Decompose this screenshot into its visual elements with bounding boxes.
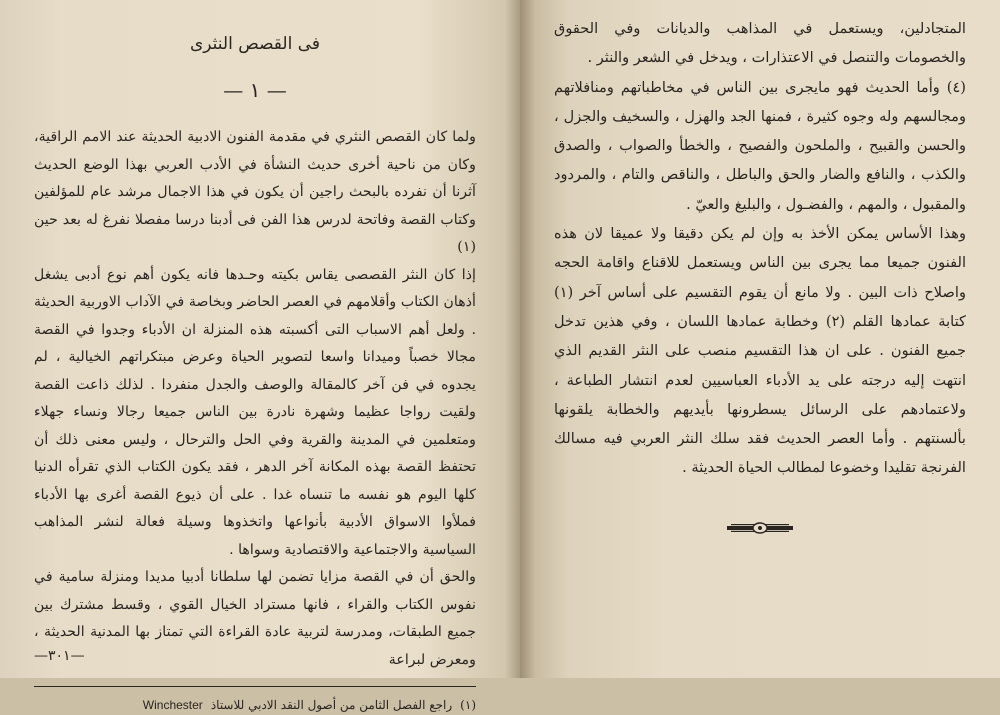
right-paragraph-1: المتجادلين، ويستعمل في المذاهب والديانات وفي الحقوق والخصومات والتنصل في الاعتذارات ، ويدخل في الشعر والنثر . [554, 20, 966, 67]
running-head: فى القصص النثرى [189, 34, 321, 54]
page-number: —٣٠١— [34, 648, 85, 664]
section-number: — ١ — [223, 78, 287, 102]
footnote-mark: (١) [460, 698, 476, 712]
right-paragraph-2: (٤) وأما الحديث فهو مايجرى بين الناس في مخاطباتهم ومنافلاتهم ومجالسهم وله وجوه كثيرة ، فمنها الجد والهزل ، والسخيف والجزل ، والحسن والقبيح ، والملحون والفصيح ، والخطأ والصواب ، والصدق والكذب ، والنافع والضار والحق والباطل ، والناقص والتام ، والمردود والمقبول ، والمهم ، والفضـول ، والبليغ والعيّ . [554, 78, 966, 213]
left-paragraph-3: والحق أن في القصة مزايا تضمن لها سلطانا أدبيا مديدا ومنزلة سامية في نفوس الكتاب والقراء ، فانها مستراد الخيال القوي ، وقسط مشترك بين جميع الطبقات، ومدرسة لتربية عادة القراءة التي تمتاز بها المدنية الحديثة ، ومعرض لبراعة [34, 569, 476, 668]
left-paragraph-1: ولما كان القصص النثري في مقدمة الفنون الادبية الحديثة عند الامم الراقية، وكان من ناحية أخرى حديث النشأة في الأدب العربي بهذا الوضع الحديث آثرنا أن نفرده بالبحث راجين أن يكون في هذا الاجمال مرشد عام للمؤلفين وكتاب القصة وفاتحة لدرس هذا الفن فى أدبنا درسا مفصلا نفرغ له بعد حين (١) [34, 129, 476, 255]
footnote-text: راجع الفصل الثامن من أصول النقد الادبي للاستاذ [210, 698, 453, 712]
footnote-rule [34, 686, 476, 687]
right-page [520, 0, 1000, 678]
left-paragraph-2: إذا كان النثر القصصى يقاس بكيته وحـدها فانه يكون أهم نوع أدبى يشغل أذهان الكتاب وأقلامهم في العصر الحاضر وبخاصة في الآداب الاوربية الحديثة . ولعل أهم الاسباب التى أكسبته هذه المنزلة ان الأدباء وجدوا في القصة مجالا خصباً وميدانا واسعا لتصوير الحياة وعرض مبتكراتهم الخيالية ، لم يجدوه في فن آخر كالمقالة والوصف والجدل منفردا . لذلك ذاعت القصة ولقيت رواجا عظيما وشهرة نادرة بين الناس جميعا رجالا ونساء جهلاء ومتعلمين في المدينة والقرية وفي الحل والترحال ، وليس معنى ذلك أن تحتفظ القصة بهذه المكانة آخر الدهر ، فقد يكون الكتاب الذي تقرأه الدنيا كلها اليوم هو نفسه ما تنساه غدا . على أن ذيوع القصة أغرى بها الأدباء فملأوا الاسواق الأدبية بأنواعها واتخذوها وسيلة فعالة لنشر المذاهب السياسية والاجتماعية والاقتصادية وسواها . [34, 266, 476, 558]
footnote [34, 695, 476, 715]
footnote-latin-name: Winchester [142, 698, 203, 712]
right-paragraph-3: وهذا الأساس يمكن الأخذ به وإن لم يكن دقيقا ولا عميقا لان هذه الفنون جميعا مما يجرى بين الناس ويستعمل للاقناع واقامة الحجه واصلاح ذات البين . ولا مانع أن يقوم التقسيم على أساس آخر (١) كتابة عمادها القلم (٢) وخطابة عمادها اللسان ، وفي هذين تدخل جميع الفنون . على ان هذا التقسيم منصب على النثر القديم الذي انتهت إليه درجته على يد الأدباء العباسيين لعدم انتشار الطباعة ، ولاعتمادهم على الرسائل يسطرونها بأيديهم والخطابة يلقونها بألسنتهم . وأما العصر الحديث فقد سلك النثر العربي فيه مسالك الفرنجة تقليدا وخضوعا لمطالب الحياة الحديثة . [554, 225, 966, 477]
ornament-divider-icon [725, 521, 795, 535]
